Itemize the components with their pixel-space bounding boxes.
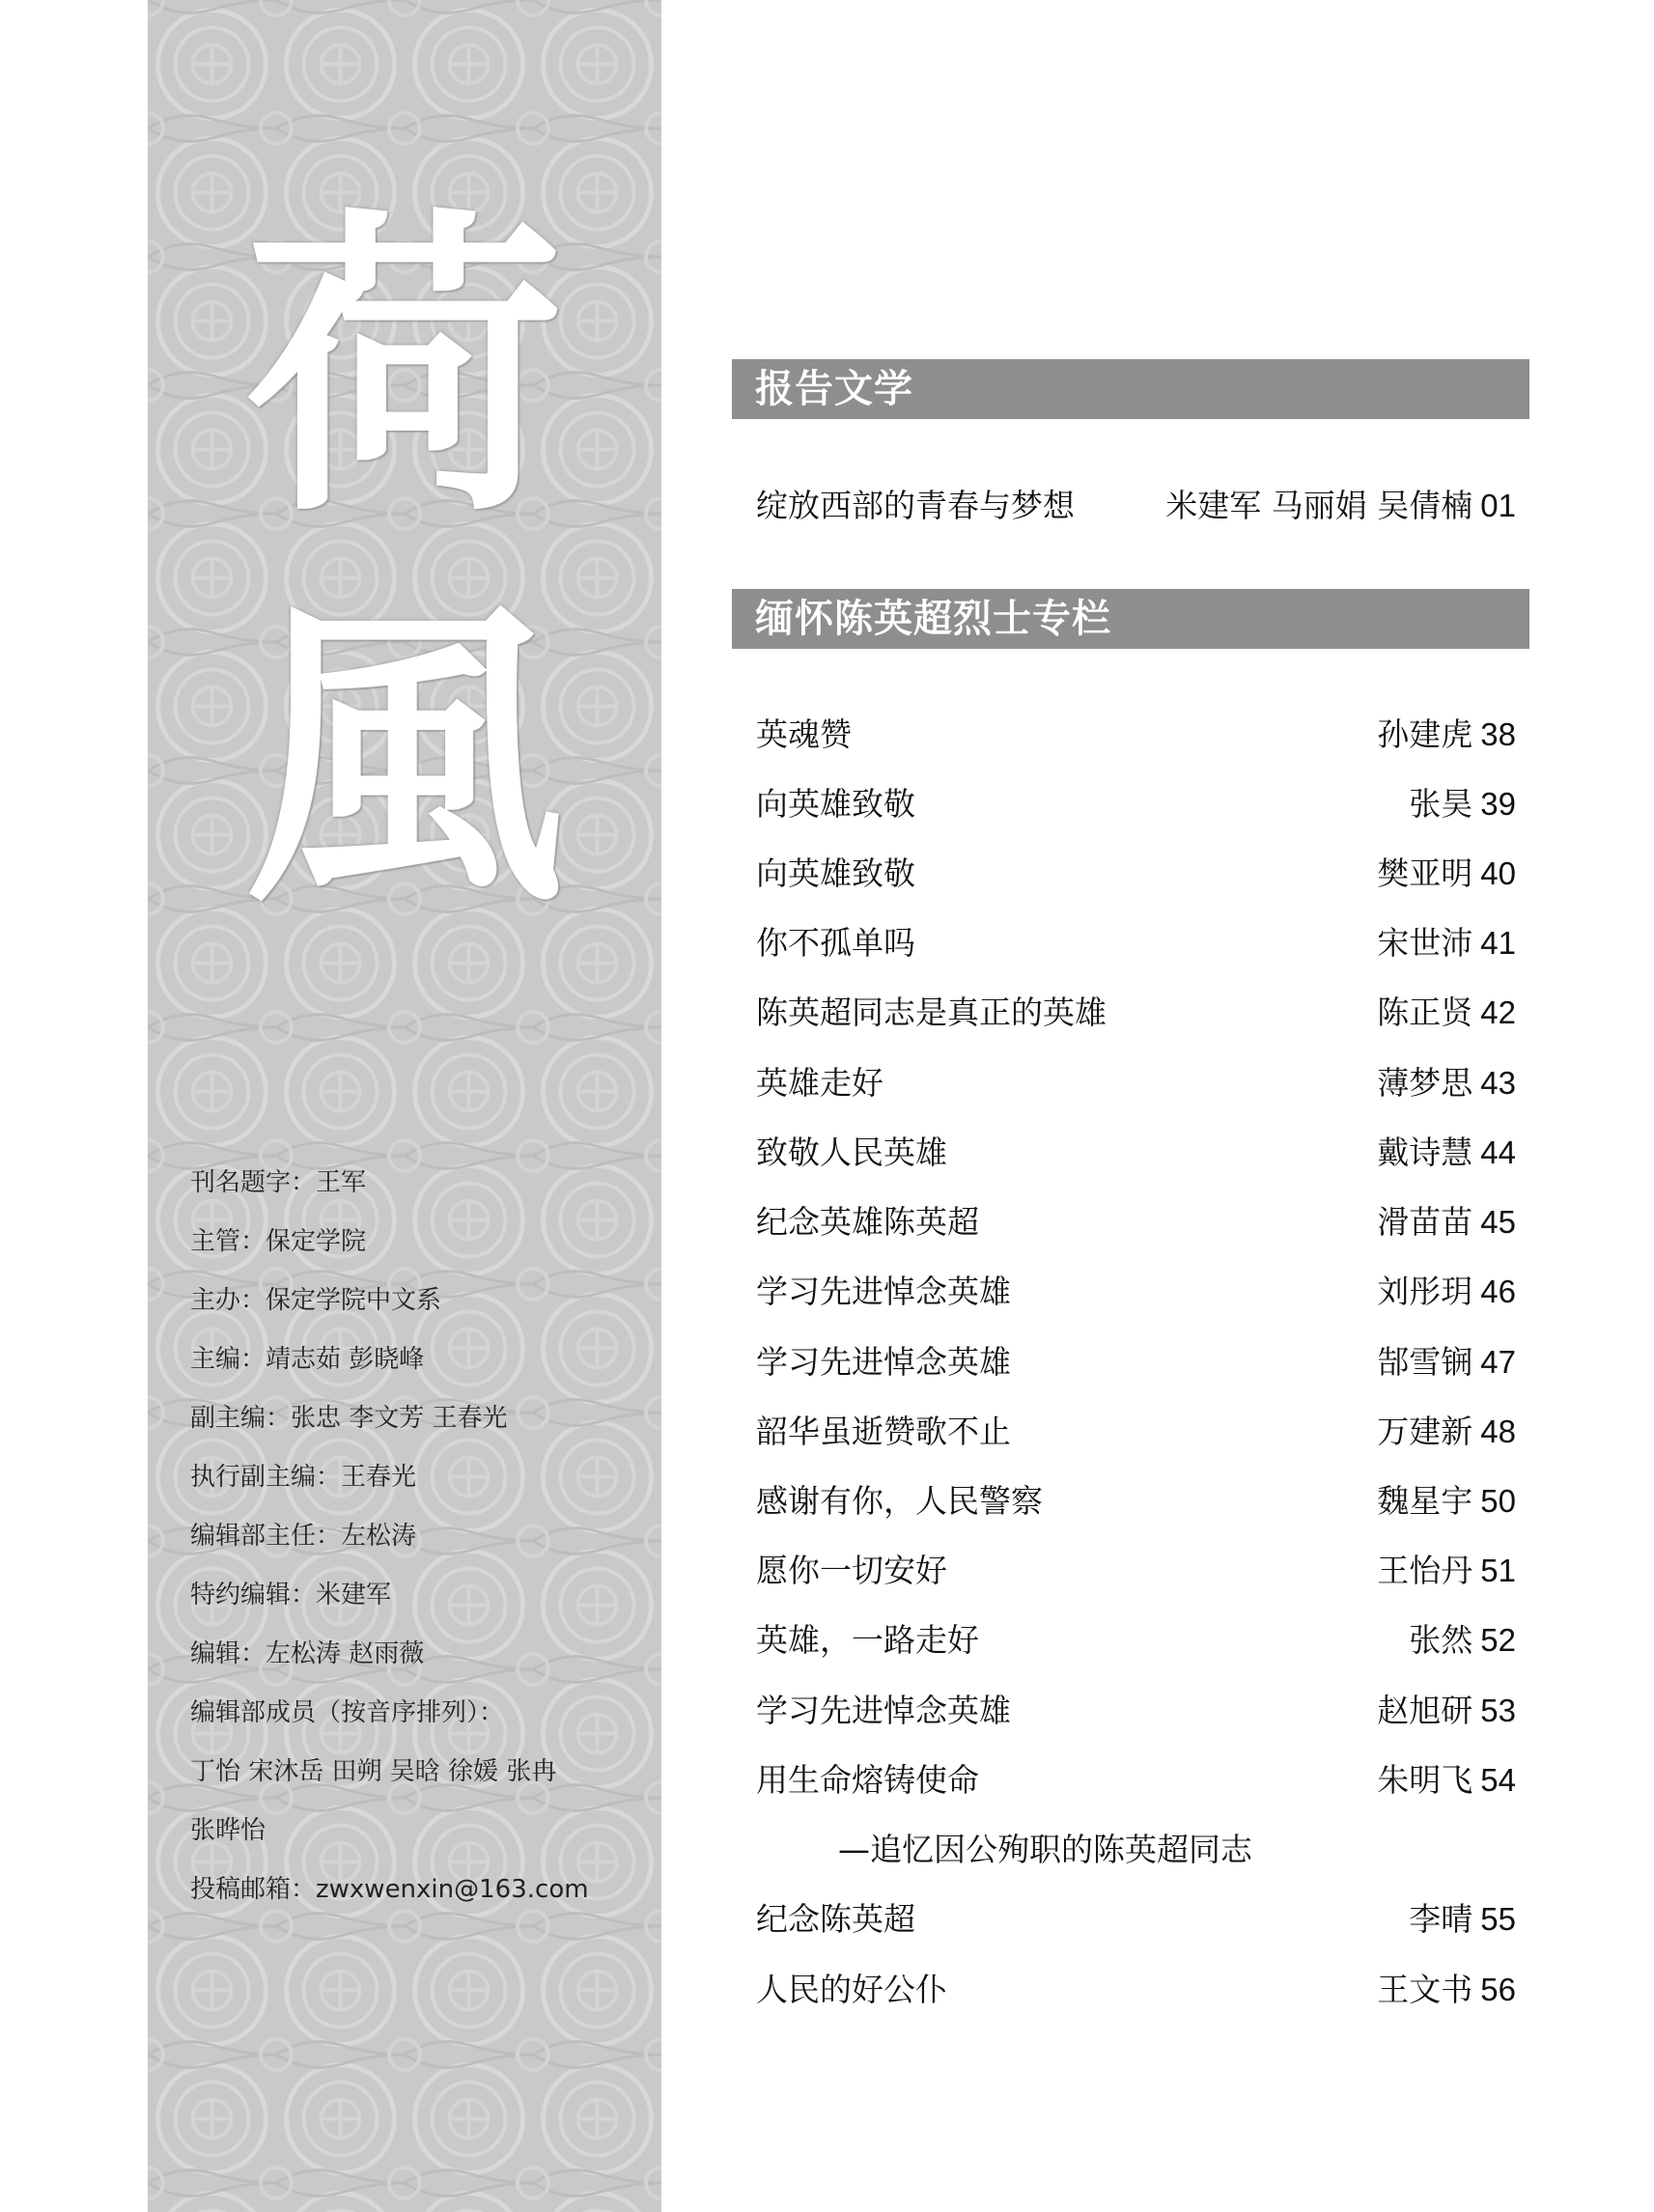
toc-entry[interactable] — [756, 1411, 1516, 1453]
toc-entry-title: 英雄，一路走好 — [756, 1621, 979, 1659]
toc-entry-page: 56 — [1480, 1972, 1516, 2007]
toc-entry-byline — [1409, 1898, 1516, 1941]
toc-entry-author: 樊亚明 — [1377, 854, 1473, 892]
toc-entry-page: 52 — [1480, 1622, 1516, 1658]
toc-entry-byline — [1377, 1062, 1516, 1105]
toc-entry-title: 学习先进悼念英雄 — [756, 1692, 1011, 1729]
toc-entry-title: 陈英超同志是真正的英雄 — [756, 994, 1107, 1031]
toc-entry-page: 45 — [1480, 1204, 1516, 1240]
section-header-memorial: 缅怀陈英超烈士专栏 — [732, 589, 1529, 649]
toc-entry-byline — [1377, 1969, 1516, 2011]
toc-entry-title: 英雄走好 — [756, 1064, 883, 1102]
section-header-reportage: 报告文学 — [732, 359, 1529, 419]
toc-entry-subtitle: —追忆因公殉职的陈英超同志 — [838, 1831, 1252, 1868]
toc-entry-author: 王怡丹 — [1377, 1552, 1473, 1589]
toc-entry-page: 53 — [1480, 1693, 1516, 1728]
toc-entry[interactable] — [756, 1759, 1516, 1802]
masthead-character-he: 荷 — [245, 180, 564, 554]
toc-entry-title: 绽放西部的青春与梦想 — [756, 487, 1075, 524]
toc-entry[interactable] — [756, 1550, 1516, 1592]
colophon-line: 特约编辑：米建军 — [190, 1581, 392, 1610]
colophon-line: 张晔怡 — [190, 1816, 266, 1845]
toc-entry-title: 韶华虽逝赞歌不止 — [756, 1413, 1011, 1450]
toc-entry-author: 郜雪锎 — [1377, 1343, 1473, 1381]
toc-entry[interactable] — [756, 1201, 1516, 1244]
toc-entry-author: 米建军 马丽娟 吴倩楠 — [1165, 487, 1473, 524]
toc-entry[interactable] — [756, 1969, 1516, 2011]
toc-entry[interactable] — [756, 1898, 1516, 1941]
toc-entry-page: 42 — [1480, 994, 1516, 1030]
toc-entry-title: 学习先进悼念英雄 — [756, 1273, 1011, 1310]
toc-entry-page: 39 — [1480, 786, 1516, 822]
toc-entry-author: 刘彤玥 — [1377, 1273, 1473, 1310]
toc-entry[interactable] — [756, 992, 1516, 1034]
masthead-character-feng: 風 — [245, 571, 564, 945]
toc-entry[interactable] — [756, 1132, 1516, 1174]
colophon-line: 编辑部主任：左松涛 — [190, 1522, 417, 1551]
toc-entry-title: 向英雄致敬 — [756, 785, 915, 823]
toc-entry[interactable] — [756, 1619, 1516, 1662]
toc-entry-byline — [1377, 1690, 1516, 1732]
colophon-line: 编辑部成员（按音序排列）： — [190, 1698, 505, 1727]
colophon-line: 主管：保定学院 — [190, 1227, 367, 1256]
toc-entry-byline — [1165, 485, 1516, 527]
toc-entry-page: 48 — [1480, 1414, 1516, 1449]
toc-entry-byline — [1409, 783, 1516, 826]
toc-entry-author: 陈正贤 — [1377, 994, 1473, 1031]
toc-entry[interactable] — [756, 1480, 1516, 1523]
colophon-line: 主编：靖志茹 彭晓峰 — [190, 1345, 425, 1374]
toc-entry-byline — [1377, 1341, 1516, 1384]
colophon-line: 主办：保定学院中文系 — [190, 1286, 442, 1315]
toc-entry-title: 纪念陈英超 — [756, 1900, 915, 1938]
toc-entry-byline — [1377, 1271, 1516, 1313]
toc-entry-byline — [1377, 922, 1516, 965]
toc-entry[interactable] — [756, 922, 1516, 965]
toc-entry[interactable] — [756, 714, 1516, 756]
toc-entry-page: 54 — [1480, 1762, 1516, 1798]
toc-entry[interactable] — [756, 485, 1516, 527]
toc-entry-title: 致敬人民英雄 — [756, 1134, 947, 1171]
toc-entry[interactable] — [756, 1062, 1516, 1105]
toc-entry-byline — [1377, 1480, 1516, 1523]
toc-entry-page: 44 — [1480, 1134, 1516, 1170]
toc-entry-page: 47 — [1480, 1344, 1516, 1380]
toc-entry-author: 魏星宇 — [1377, 1482, 1473, 1520]
toc-entry-title: 学习先进悼念英雄 — [756, 1343, 1011, 1381]
toc-entry-byline — [1377, 1550, 1516, 1592]
toc-entry[interactable] — [756, 783, 1516, 826]
toc-entry-title: 用生命熔铸使命 — [756, 1761, 979, 1799]
toc-entry-page: 41 — [1480, 925, 1516, 961]
left-decorative-band — [148, 0, 661, 2212]
toc-entry-author: 滑苗苗 — [1377, 1203, 1473, 1241]
toc-entry-title: 感谢有你，人民警察 — [756, 1482, 1043, 1520]
toc-entry-author: 王文书 — [1377, 1971, 1473, 2008]
toc-entry-title: 你不孤单吗 — [756, 924, 915, 962]
toc-entry-author: 朱明飞 — [1377, 1761, 1473, 1799]
toc-entry-author: 张昊 — [1409, 785, 1473, 823]
toc-entry-author: 万建新 — [1377, 1413, 1473, 1450]
toc-entry-title: 愿你一切安好 — [756, 1552, 947, 1589]
toc-entry-author: 赵旭研 — [1377, 1692, 1473, 1729]
toc-entry-page: 01 — [1480, 488, 1516, 523]
toc-entry-byline — [1377, 1201, 1516, 1244]
colophon-line: 编辑：左松涛 赵雨薇 — [190, 1639, 425, 1668]
toc-entry-page: 51 — [1480, 1553, 1516, 1588]
toc-entry[interactable] — [756, 1690, 1516, 1732]
toc-entry-byline — [1377, 1132, 1516, 1174]
toc-entry-author: 李晴 — [1409, 1900, 1473, 1938]
toc-entry-byline — [1409, 1619, 1516, 1662]
toc-entry-author: 孙建虎 — [1377, 715, 1473, 753]
colophon-line: 刊名题字：王军 — [190, 1168, 367, 1197]
toc-entry-byline — [1377, 1759, 1516, 1802]
toc-entry-byline — [1377, 1411, 1516, 1453]
toc-entry-page: 55 — [1480, 1901, 1516, 1937]
toc-entry-page: 38 — [1480, 716, 1516, 752]
toc-entry-byline — [1377, 853, 1516, 895]
toc-entry-page: 40 — [1480, 855, 1516, 891]
colophon — [190, 1168, 644, 1934]
toc-entry-page: 43 — [1480, 1065, 1516, 1101]
toc-entry-title: 向英雄致敬 — [756, 854, 915, 892]
toc-entry[interactable] — [756, 1271, 1516, 1313]
toc-entry-byline — [1377, 714, 1516, 756]
colophon-line: 执行副主编：王春光 — [190, 1463, 417, 1492]
toc-entry-byline — [1377, 992, 1516, 1034]
toc-entry-title: 英魂赞 — [756, 715, 852, 753]
toc-entry[interactable] — [756, 1341, 1516, 1384]
colophon-line: 丁怡 宋沐岳 田朔 吴晗 徐媛 张冉 — [190, 1757, 557, 1786]
toc-entry-page: 46 — [1480, 1274, 1516, 1309]
toc-entry-title: 纪念英雄陈英超 — [756, 1203, 979, 1241]
toc-entry-page: 50 — [1480, 1483, 1516, 1519]
toc-entry-author: 张然 — [1409, 1621, 1473, 1659]
colophon-line: 副主编：张忠 李文芳 王春光 — [190, 1404, 508, 1433]
toc-entry-author: 薄梦思 — [1377, 1064, 1473, 1102]
toc-entry-title: 人民的好公仆 — [756, 1971, 947, 2008]
toc-entry-author: 戴诗慧 — [1377, 1134, 1473, 1171]
colophon-email: 投稿邮箱：zwxwenxin@163.com — [190, 1875, 589, 1904]
toc-entry-author: 宋世沛 — [1377, 924, 1473, 962]
toc-entry[interactable] — [756, 853, 1516, 895]
